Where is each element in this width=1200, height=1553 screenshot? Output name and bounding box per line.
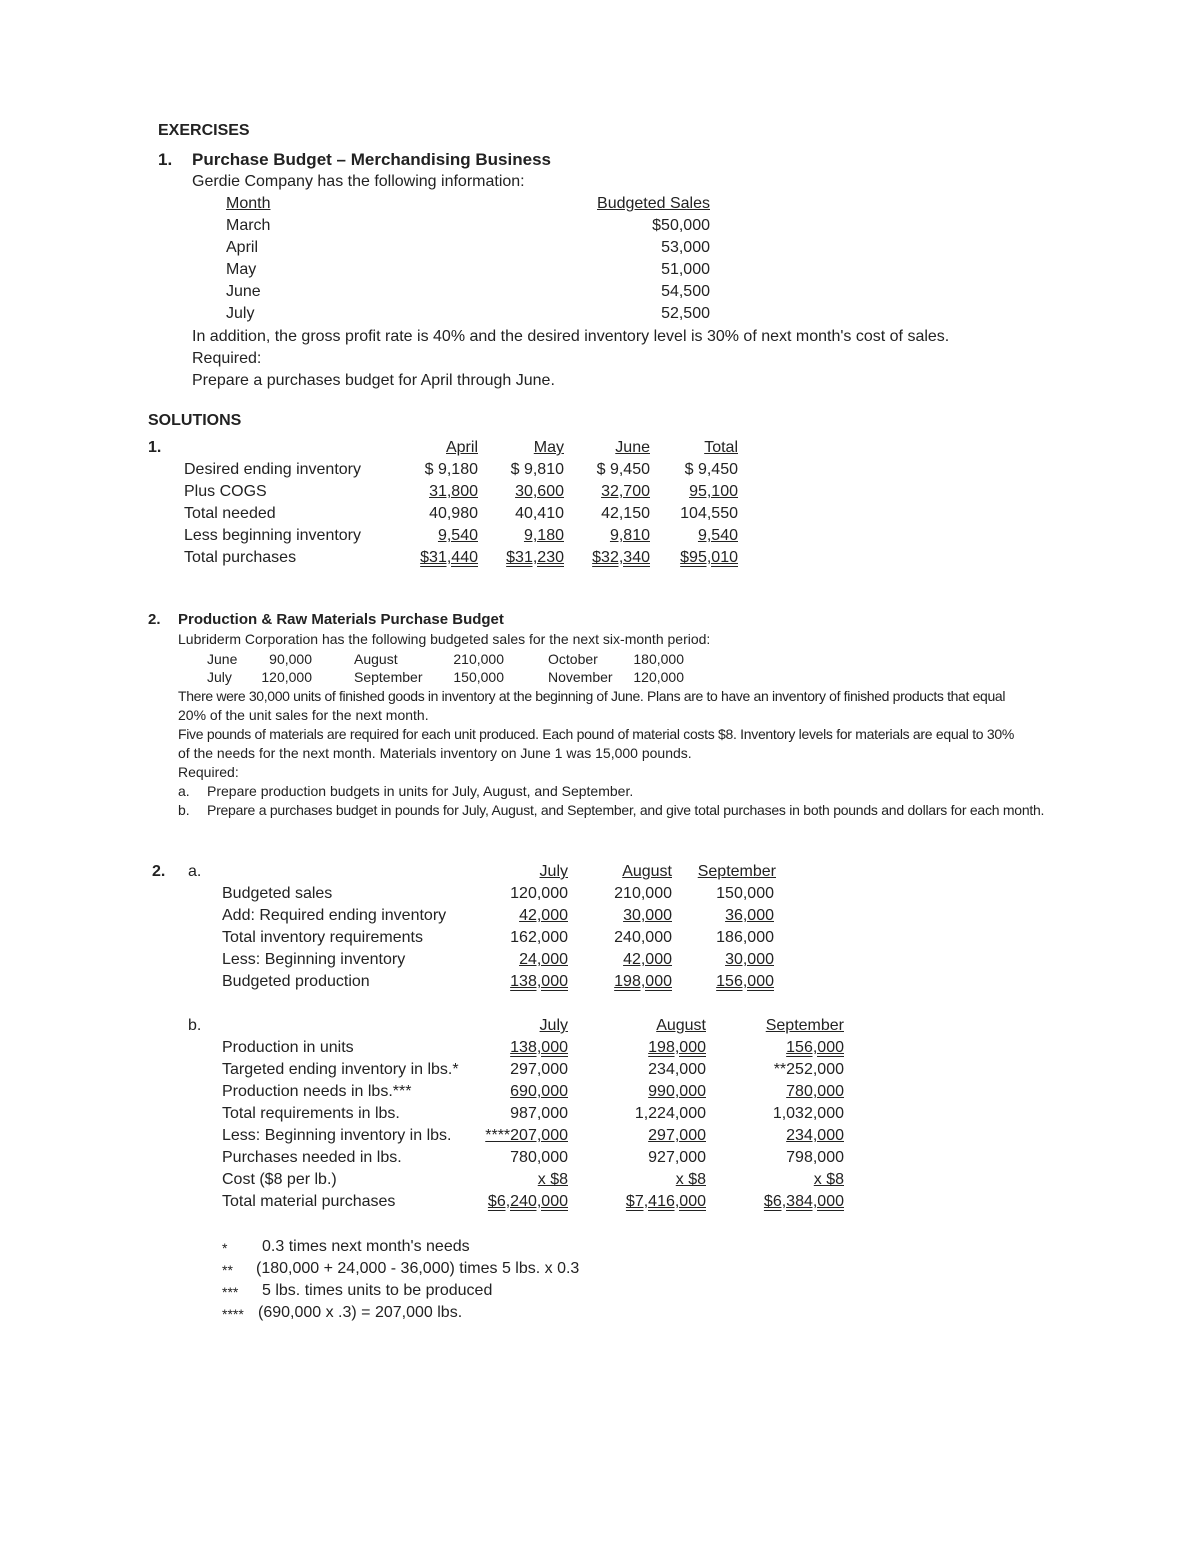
- ex2-month: October: [548, 651, 598, 667]
- sol2b-row-label: Cost ($8 per lb.): [222, 1171, 337, 1188]
- ex1-title: Purchase Budget – Merchandising Business: [192, 150, 551, 169]
- sol2a-row-label: Total inventory requirements: [222, 929, 423, 946]
- sol2a-cell: 162,000: [510, 929, 568, 946]
- ex1-month: July: [226, 305, 255, 322]
- ex2-a-text: Prepare production budgets in units for July, August, and September.: [207, 783, 634, 799]
- sol1-cell: $ 9,450: [596, 461, 650, 478]
- ex2-units: 120,000: [633, 669, 684, 685]
- sol2a-cell: 30,000: [623, 907, 672, 924]
- sol2b-col-july: July: [539, 1017, 568, 1034]
- sol1-cell: $ 9,450: [684, 461, 738, 478]
- ex2-line2: 20% of the unit sales for the next month.: [178, 707, 429, 723]
- sol2b-cell: 780,000: [786, 1083, 844, 1100]
- ex1-sales-header: Budgeted Sales: [597, 195, 710, 212]
- ex1-sales: 53,000: [661, 239, 710, 256]
- sol1-cell: 40,410: [515, 505, 564, 522]
- sol2b-cell: 1,224,000: [634, 1105, 706, 1122]
- sol2b-row-label: Purchases needed in lbs.: [222, 1149, 402, 1166]
- sol2a-cell: 36,000: [725, 907, 774, 924]
- sol2a-col-september: September: [697, 863, 776, 880]
- sol1-cell: $95,010: [680, 549, 738, 566]
- sol2b-cell: 990,000: [648, 1083, 706, 1100]
- ex2-b-text: Prepare a purchases budget in pounds for July, August, and September, and give total purchases in both pounds and dollars for each month.: [207, 802, 1045, 818]
- sol2a-letter: a.: [188, 863, 202, 880]
- sol1-cell: 42,150: [601, 505, 650, 522]
- ex1-month: June: [226, 283, 261, 300]
- footnote-mark: ***: [222, 1284, 239, 1300]
- ex1-month: April: [226, 239, 259, 256]
- sol2a-cell: 156,000: [716, 973, 774, 990]
- sol1-cell: $31,440: [420, 549, 478, 566]
- sol1-cell: 31,800: [429, 483, 478, 500]
- sol2b-col-august: August: [656, 1017, 706, 1034]
- sol1-col-april: April: [445, 439, 478, 456]
- ex2-units: 90,000: [269, 651, 312, 667]
- sol2b-cell: x $8: [675, 1171, 706, 1188]
- footnote-mark: ****: [222, 1306, 244, 1322]
- sol2a-row-label: Budgeted sales: [222, 885, 333, 902]
- ex2-line4: of the needs for the next month. Materials inventory on June 1 was 15,000 pounds.: [178, 745, 692, 761]
- ex2-a-letter: a.: [178, 783, 190, 799]
- ex1-month-header: Month: [226, 195, 271, 212]
- sol2b-row-label: Targeted ending inventory in lbs.*: [222, 1061, 459, 1078]
- ex2-month: August: [354, 651, 398, 667]
- sol1-col-may: May: [533, 439, 564, 456]
- sol2b-cell: 198,000: [648, 1039, 706, 1056]
- ex2-line1: There were 30,000 units of finished goods in inventory at the beginning of June. Plans are to have an inventory of finished products that equal: [178, 688, 1006, 704]
- exercises-heading: EXERCISES: [158, 122, 250, 139]
- ex1-number: 1.: [158, 150, 173, 169]
- ex1-sales: 54,500: [661, 283, 710, 300]
- ex2-month: September: [354, 669, 423, 685]
- sol2b-cell: 927,000: [648, 1149, 706, 1166]
- sol2b-row-label: Total material purchases: [222, 1193, 396, 1210]
- sol1-cell: 30,600: [515, 483, 564, 500]
- sol2a-cell: 138,000: [510, 973, 568, 990]
- ex2-units: 180,000: [633, 651, 684, 667]
- sol1-cell: 95,100: [689, 483, 738, 500]
- footnote-text: 0.3 times next month's needs: [262, 1238, 470, 1255]
- sol1-col-june: June: [615, 439, 650, 456]
- sol2a-cell: 210,000: [614, 885, 672, 902]
- sol2a-cell: 30,000: [725, 951, 774, 968]
- sol2b-cell: **252,000: [773, 1061, 844, 1078]
- sol2b-cell: 780,000: [510, 1149, 568, 1166]
- sol2a-row-label: Add: Required ending inventory: [222, 907, 447, 924]
- sol2a-cell: 42,000: [623, 951, 672, 968]
- ex1-task: Prepare a purchases budget for April through June.: [192, 372, 555, 389]
- sol2a-cell: 120,000: [510, 885, 568, 902]
- sol2b-cell: $6,240,000: [487, 1193, 568, 1210]
- ex2-month: June: [207, 651, 238, 667]
- sol2b-cell: x $8: [813, 1171, 844, 1188]
- sol1-row-label: Total purchases: [184, 549, 297, 566]
- sol2b-cell: x $8: [537, 1171, 568, 1188]
- sol2-number: 2.: [152, 863, 166, 880]
- ex2-month: July: [207, 669, 232, 685]
- ex2-number: 2.: [148, 611, 161, 628]
- sol2b-cell: ****207,000: [485, 1127, 568, 1144]
- sol2a-row-label: Budgeted production: [222, 973, 370, 990]
- sol1-row-label: Total needed: [184, 505, 276, 522]
- sol1-cell: $31,230: [506, 549, 564, 566]
- solutions-heading: SOLUTIONS: [148, 412, 242, 429]
- sol2a-col-august: August: [622, 863, 672, 880]
- sol1-row-label: Less beginning inventory: [184, 527, 362, 544]
- ex1-month: May: [226, 261, 257, 278]
- ex1-sales: 52,500: [661, 305, 710, 322]
- sol1-cell: $32,340: [592, 549, 650, 566]
- sol2b-cell: 1,032,000: [772, 1105, 844, 1122]
- footnote-text: (690,000 x .3) = 207,000 lbs.: [258, 1304, 463, 1321]
- sol2b-cell: 234,000: [786, 1127, 844, 1144]
- sol2a-cell: 42,000: [519, 907, 568, 924]
- ex2-units: 120,000: [261, 669, 312, 685]
- sol2b-cell: 987,000: [510, 1105, 568, 1122]
- sol2b-col-september: September: [765, 1017, 844, 1034]
- sol2b-cell: $7,416,000: [625, 1193, 706, 1210]
- ex2-units: 150,000: [453, 669, 504, 685]
- sol1-cell: 9,540: [437, 527, 478, 544]
- ex1-sales: 51,000: [661, 261, 710, 278]
- sol1-cell: $ 9,180: [424, 461, 478, 478]
- sol2b-cell: 138,000: [510, 1039, 568, 1056]
- sol2b-row-label: Production needs in lbs.***: [222, 1083, 412, 1100]
- sol2a-cell: 186,000: [716, 929, 774, 946]
- ex1-month: March: [226, 217, 271, 234]
- sol1-row-label: Desired ending inventory: [184, 461, 361, 478]
- footnote-mark: **: [222, 1262, 233, 1278]
- sol2a-cell: 198,000: [614, 973, 672, 990]
- ex2-intro: Lubriderm Corporation has the following budgeted sales for the next six-month period:: [178, 631, 711, 647]
- sol2a-cell: 240,000: [614, 929, 672, 946]
- sol1-cell: 9,540: [697, 527, 738, 544]
- sol2b-row-label: Production in units: [222, 1039, 354, 1056]
- ex2-required: Required:: [178, 764, 239, 780]
- sol1-cell: 40,980: [429, 505, 478, 522]
- sol2b-cell: 156,000: [786, 1039, 844, 1056]
- sol2b-cell: 297,000: [510, 1061, 568, 1078]
- sol2a-cell: 150,000: [716, 885, 774, 902]
- sol1-col-total: Total: [704, 439, 738, 456]
- sol2a-col-july: July: [539, 863, 568, 880]
- ex2-b-letter: b.: [178, 802, 190, 818]
- sol2b-cell: 234,000: [648, 1061, 706, 1078]
- ex1-intro: Gerdie Company has the following information:: [192, 173, 525, 190]
- sol1-cell: 32,700: [601, 483, 650, 500]
- footnote-mark: *: [222, 1240, 228, 1256]
- ex1-sales: $50,000: [652, 217, 710, 234]
- ex2-month: November: [548, 669, 613, 685]
- ex1-required: Required:: [192, 350, 262, 367]
- ex1-addition: In addition, the gross profit rate is 40% and the desired inventory level is 30% of next month's cost of sales.: [192, 328, 950, 345]
- sol1-number: 1.: [148, 439, 162, 456]
- sol2b-letter: b.: [188, 1017, 202, 1034]
- sol2b-row-label: Less: Beginning inventory in lbs.: [222, 1127, 452, 1144]
- sol2a-cell: 24,000: [519, 951, 568, 968]
- sol1-cell: 104,550: [680, 505, 738, 522]
- sol2b-cell: 798,000: [786, 1149, 844, 1166]
- ex2-title: Production & Raw Materials Purchase Budget: [178, 611, 504, 628]
- sol1-cell: 9,180: [523, 527, 564, 544]
- sol2a-row-label: Less: Beginning inventory: [222, 951, 406, 968]
- sol2b-cell: $6,384,000: [763, 1193, 844, 1210]
- ex2-line3: Five pounds of materials are required for each unit produced. Each pound of material costs $8. Inventory levels for materials are equal to 30%: [178, 726, 1014, 742]
- sol1-cell: 9,810: [609, 527, 650, 544]
- sol1-row-label: Plus COGS: [184, 483, 267, 500]
- sol2b-cell: 690,000: [510, 1083, 568, 1100]
- ex2-units: 210,000: [453, 651, 504, 667]
- footnote-text: (180,000 + 24,000 - 36,000) times 5 lbs. x 0.3: [256, 1260, 580, 1277]
- sol2b-cell: 297,000: [648, 1127, 706, 1144]
- footnote-text: 5 lbs. times units to be produced: [262, 1282, 493, 1299]
- sol1-cell: $ 9,810: [510, 461, 564, 478]
- sol2b-row-label: Total requirements in lbs.: [222, 1105, 400, 1122]
